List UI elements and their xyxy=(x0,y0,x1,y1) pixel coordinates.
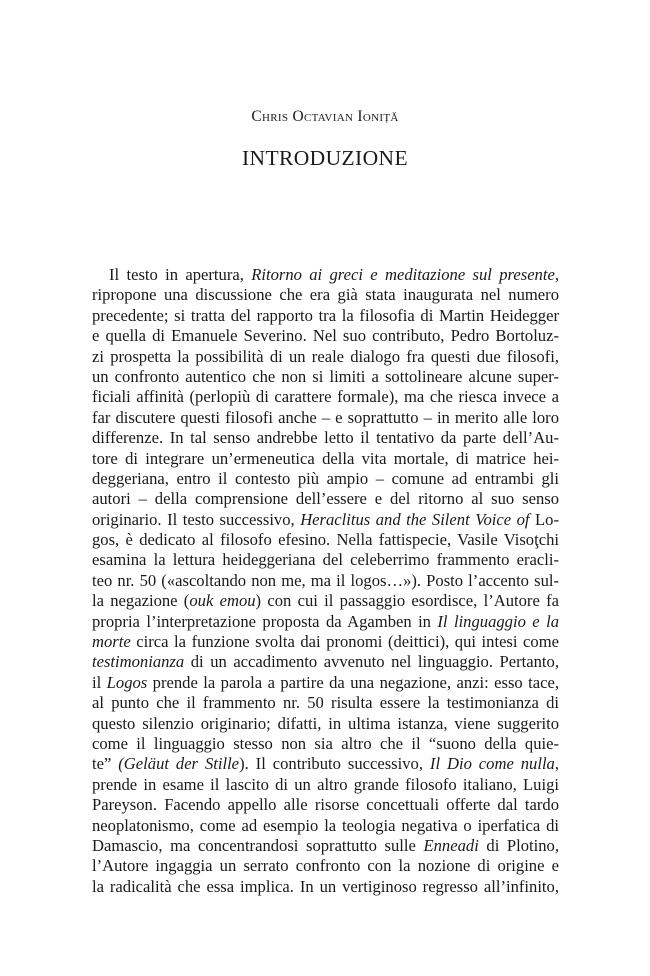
italic-text: Heraclitus and the Silent Voice of xyxy=(300,509,530,529)
italic-text: ouk emou xyxy=(189,591,256,611)
text-segment: l’Autore ingaggia un serrato confronto con la nozione di origine e xyxy=(92,856,559,876)
text-segment: propria l’interpretazione proposta da Agamben in xyxy=(92,611,438,631)
text-line xyxy=(92,877,559,897)
text-segment: la radicalità che essa implica. In un vertiginoso regresso all’infinito, xyxy=(92,876,559,896)
text-segment: ). Il contributo successivo, xyxy=(239,754,430,774)
text-line xyxy=(92,530,559,550)
text-segment: la negazione ( xyxy=(92,591,190,611)
text-line xyxy=(92,673,559,693)
text-line xyxy=(92,367,559,387)
text-line xyxy=(92,754,559,774)
text-line xyxy=(92,387,559,407)
text-line xyxy=(92,408,559,428)
text-segment: teo nr. 50 («ascoltando non me, ma il logos…»). Posto l’accento sul- xyxy=(92,570,559,590)
text-line xyxy=(92,836,559,856)
text-line xyxy=(92,714,559,734)
text-segment: questo silenzio originario; difatti, in ultima istanza, viene suggerito xyxy=(92,713,559,733)
text-segment: il xyxy=(92,672,107,692)
text-line xyxy=(92,652,559,672)
text-line xyxy=(92,612,559,632)
chapter-title: INTRODUZIONE xyxy=(241,146,409,170)
text-line xyxy=(92,449,559,469)
text-segment: , xyxy=(554,265,559,284)
italic-text: Il linguaggio e la xyxy=(437,611,559,631)
text-line xyxy=(92,856,559,876)
text-segment: come il linguaggio stesso non sia altro che il “suono della quie- xyxy=(92,733,559,753)
text-line xyxy=(92,693,559,713)
text-line xyxy=(92,469,559,489)
text-line xyxy=(92,306,559,326)
text-segment: Lo- xyxy=(529,509,560,529)
text-segment: zi prospetta la possibilità di un reale dialogo fra questi due filosofi, xyxy=(92,346,559,366)
text-segment: ripropone una discussione che era già stata inaugurata nel numero xyxy=(92,285,559,305)
text-segment: ficiali affinità (perlopiù di carattere formale), ma che riesca invece a xyxy=(92,387,559,407)
text-line xyxy=(92,795,559,815)
text-segment: originario. Il testo successivo, xyxy=(92,509,301,529)
text-segment: Pareyson. Facendo appello alle risorse concettuali offerte dal tardo xyxy=(92,795,559,815)
italic-text: (Geläut der Stille xyxy=(118,754,240,774)
text-segment: , xyxy=(554,754,560,774)
text-segment: differenze. In tal senso andrebbe letto il tentativo da parte dell’Au- xyxy=(92,428,559,448)
text-line xyxy=(92,428,559,448)
text-segment: Damascio, ma concentrandosi soprattutto sulle xyxy=(92,835,424,855)
author-name: Chris Octavian Ioniță xyxy=(251,108,399,125)
text-segment: al punto che il frammento nr. 50 risulta essere la testimonianza di xyxy=(92,693,559,713)
text-segment: prende in esame il lascito di un altro grande filosofo italiano, Luigi xyxy=(92,774,559,794)
text-line xyxy=(92,347,559,367)
text-segment: precedente; si tratta del rapporto tra la filosofia di Martin Heidegger xyxy=(92,305,559,325)
text-line xyxy=(92,265,559,285)
text-line xyxy=(92,775,559,795)
text-line xyxy=(92,326,559,346)
text-segment: neoplatonismo, come ad esempio la teologia negativa o iperfatica di xyxy=(92,815,559,835)
text-segment: prende la parola a partire da una negazione, anzi: esso tace, xyxy=(147,672,560,692)
text-segment: di un accadimento avvenuto nel linguaggio. Pertanto, xyxy=(184,652,559,672)
text-line xyxy=(92,816,559,836)
text-segment: te” xyxy=(92,754,119,774)
italic-text: testimonianza xyxy=(92,652,185,672)
text-line xyxy=(92,510,559,530)
text-line xyxy=(92,550,559,570)
text-segment: far discutere questi filosofi anche – e soprattutto – in merito alle loro xyxy=(92,407,559,427)
italic-text: Ritorno ai greci e meditazione sul presente xyxy=(251,265,555,284)
text-line xyxy=(92,734,559,754)
body-paragraph xyxy=(92,265,559,897)
text-segment: deggeriana, entro il contesto più ampio – comune ad entrambi gli xyxy=(92,468,559,488)
italic-text: Logos xyxy=(106,672,148,692)
text-segment: Il testo in apertura, xyxy=(109,265,252,284)
italic-text: Il Dio come nulla xyxy=(429,754,555,774)
text-line xyxy=(92,571,559,591)
text-segment: un confronto autentico che non si limiti a sottolineare alcune super- xyxy=(92,366,559,386)
italic-text: Enneadi xyxy=(423,835,479,855)
text-segment: tore di integrare un’ermeneutica della vita mortale, di matrice hei- xyxy=(92,448,559,468)
text-segment: di Plotino, xyxy=(478,835,559,855)
text-line xyxy=(92,489,559,509)
text-segment: gos, è dedicato al filosofo efesino. Nella fattispecie, Vasile Visoţchi xyxy=(92,530,559,550)
text-segment: esamina la lettura heideggeriana del celeberrimo frammento eracli- xyxy=(92,550,559,570)
text-segment: autori – della comprensione dell’essere e del ritorno al suo senso xyxy=(92,489,559,509)
text-segment: circa la funzione svolta dai pronomi (deittici), qui intesi come xyxy=(130,632,559,652)
text-line xyxy=(92,285,559,305)
text-segment: ) con cui il passaggio esordisce, l’Autore fa xyxy=(255,591,559,611)
text-line xyxy=(92,632,559,652)
italic-text: morte xyxy=(92,632,131,652)
text-segment: e quella di Emanuele Severino. Nel suo contributo, Pedro Bortoluz- xyxy=(92,326,559,346)
text-line xyxy=(92,591,559,611)
